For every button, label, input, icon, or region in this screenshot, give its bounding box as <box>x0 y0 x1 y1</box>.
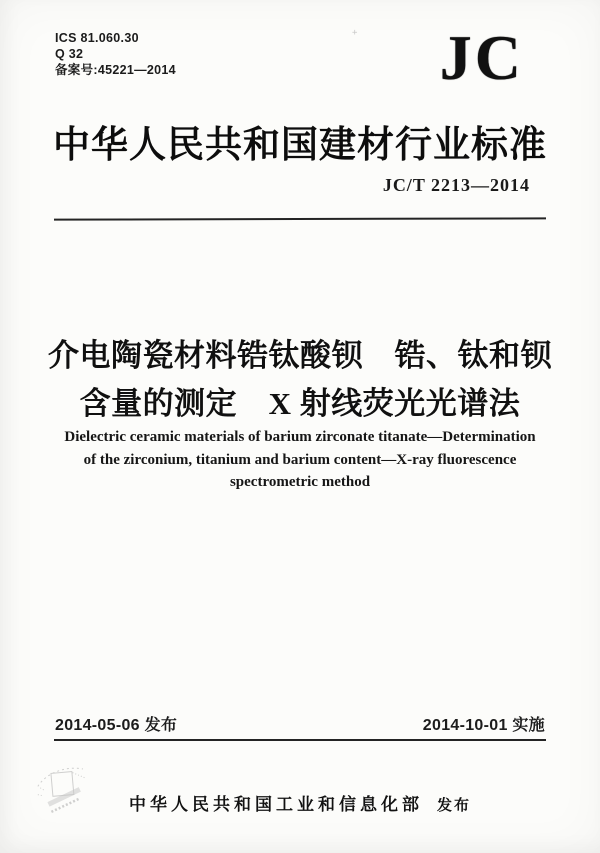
issue-date: 2014-05-06 发布 <box>55 717 178 734</box>
publisher-name: 中华人民共和国工业和信息化部 <box>128 795 423 814</box>
ics-code: ICS 81.060.30 <box>55 31 139 45</box>
category-code: Q 32 <box>55 47 84 61</box>
implement-date: 2014-10-01 实施 <box>422 717 545 734</box>
title-en-line3: spectrometric method <box>229 474 371 490</box>
standard-number: JC/T 2213—2014 <box>382 175 530 195</box>
document-title-zh <box>0 332 600 428</box>
scan-artifact: + <box>352 28 358 38</box>
document-title-en <box>40 426 560 494</box>
jc-logo: JC <box>439 22 524 93</box>
standard-org-title: 中华人民共和国建材行业标准 <box>53 125 547 166</box>
record-number: 备案号:45221—2014 <box>55 63 176 77</box>
title-en-line2: of the zirconium, titanium and barium content—X-ray fluorescence <box>83 451 517 468</box>
top-divider <box>54 217 546 220</box>
title-zh-line2: 含量的测定 X 射线荧光光谱法 <box>79 386 521 421</box>
bottom-divider <box>54 739 546 741</box>
classification-block <box>55 30 176 78</box>
date-row <box>55 712 545 735</box>
title-en-line1: Dielectric ceramic materials of barium zirconate titanate—Determination <box>64 429 536 445</box>
publish-label: 发布 <box>436 798 471 814</box>
title-zh-line1: 介电陶瓷材料锆钛酸钡 锆、钛和钡 <box>48 338 552 373</box>
publisher-row <box>0 790 600 815</box>
